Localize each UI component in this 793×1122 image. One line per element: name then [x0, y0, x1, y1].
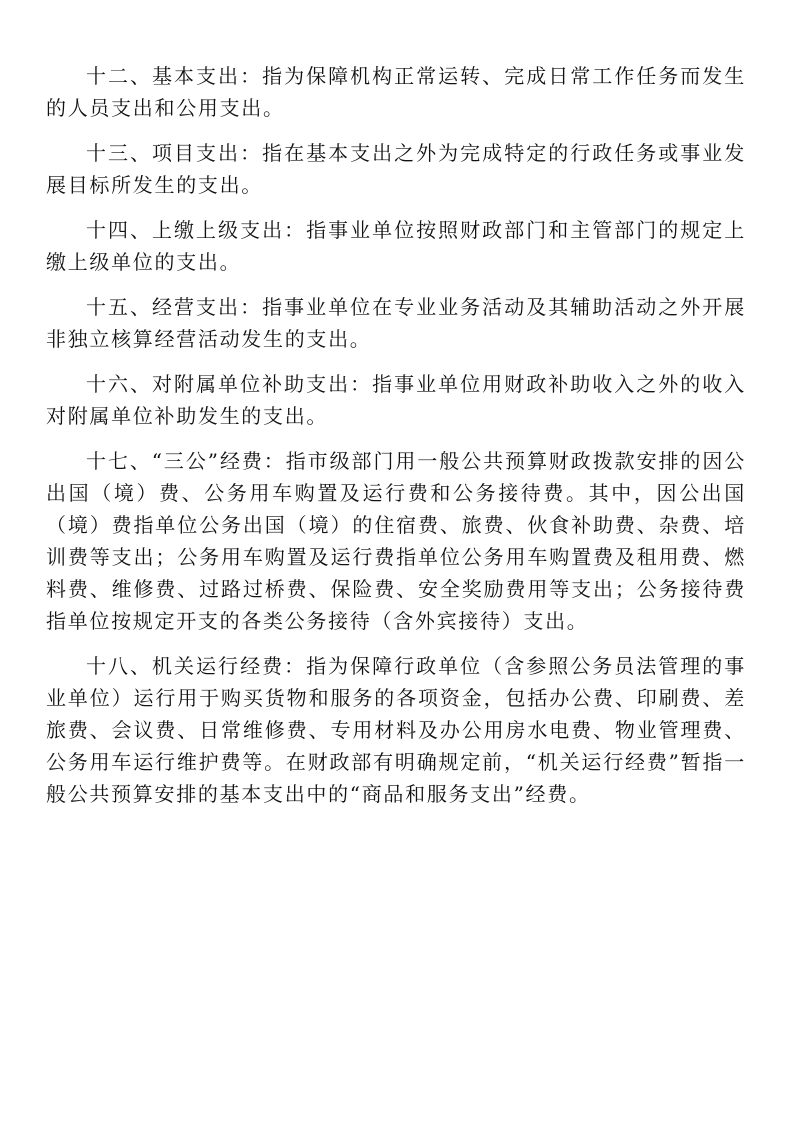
paragraph-remittance-to-superior: 十四、上缴上级支出：指事业单位按照财政部门和主管部门的规定上缴上级单位的支出。: [46, 218, 746, 274]
document-body: [46, 60, 746, 823]
paragraph-agency-operating-funds: 十八、机关运行经费：指为保障行政单位（含参照公务员法管理的事业单位）运行用于购买货物和服务的各项资金，包括办公费、印刷费、差旅费、会议费、日常维修费、专用材料及办公用房水电费、物业管理费、公务用车运行维护费等。在财政部有明确规定前，“机关运行经费”暂指一般公共预算安排的基本支出中的“商品和服务支出”经费。: [46, 654, 746, 806]
paragraph-three-public-expenses: 十七、“三公”经费：指市级部门用一般公共预算财政拨款安排的因公出国（境）费、公务用车购置及运行费和公务接待费。其中，因公出国（境）费指单位公务出国（境）的住宿费、旅费、伙食补助费、杂费、培训费等支出；公务用车购置及运行费指单位公务用车购置费及租用费、燃料费、维修费、过路过桥费、保险费、安全奖励费用等支出；公务接待费指单位按规定开支的各类公务接待（含外宾接待）支出。: [46, 449, 746, 633]
paragraph-subsidy-to-affiliates: 十六、对附属单位补助支出：指事业单位用财政补助收入之外的收入对附属单位补助发生的支出。: [46, 372, 746, 428]
paragraph-project-expenditure: 十三、项目支出：指在基本支出之外为完成特定的行政任务或事业发展目标所发生的支出。: [46, 141, 746, 197]
paragraph-operating-expenditure: 十五、经营支出：指事业单位在专业业务活动及其辅助活动之外开展非独立核算经营活动发生的支出。: [46, 295, 746, 351]
paragraph-basic-expenditure: 十二、基本支出：指为保障机构正常运转、完成日常工作任务而发生的人员支出和公用支出。: [46, 64, 746, 120]
